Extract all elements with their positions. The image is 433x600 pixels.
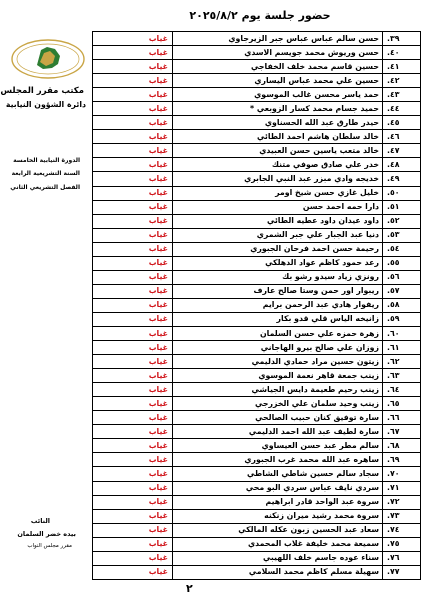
table-row xyxy=(93,425,421,439)
row-number: .٤٥ xyxy=(383,116,421,130)
session-line: الدورة النيابية الخامسة xyxy=(13,157,80,164)
attendance-status: غياب xyxy=(93,312,173,326)
row-number: .٣٩ xyxy=(383,32,421,46)
row-number: .٦٥ xyxy=(383,397,421,411)
member-name: سميعة محمد خليفة غلاب المحمدي xyxy=(173,537,383,551)
table-row xyxy=(93,158,421,172)
member-name: سناء عوده جاسم خلف اللهيبي xyxy=(173,551,383,565)
attendance-status: غياب xyxy=(93,172,173,186)
attendance-status: غياب xyxy=(93,158,173,172)
member-name: ريبوار اور حمن وستا صالح عارف xyxy=(173,284,383,298)
table-row xyxy=(93,60,421,74)
member-name: حسين علي محمد عباس اليساري xyxy=(173,74,383,88)
member-name: حسن وريوش محمد جويسم الاسدي xyxy=(173,46,383,60)
row-number: .٤٩ xyxy=(383,172,421,186)
row-number: .٦٤ xyxy=(383,383,421,397)
row-number: .٦٣ xyxy=(383,369,421,383)
member-name: خديجه وادي مبزر عبد النبي الجابري xyxy=(173,172,383,186)
member-name: خدر علي صادق صوفي متنك xyxy=(173,158,383,172)
row-number: .٧٢ xyxy=(383,495,421,509)
attendance-status: غياب xyxy=(93,214,173,228)
member-name: زيتون حسين مراد حمادي الدليمي xyxy=(173,355,383,369)
attendance-status: غياب xyxy=(93,130,173,144)
row-number: .٥٦ xyxy=(383,270,421,284)
row-number: .٥٩ xyxy=(383,312,421,326)
table-row xyxy=(93,116,421,130)
row-number: .٥٤ xyxy=(383,242,421,256)
table-row xyxy=(93,509,421,523)
department-title: دائرة الشؤون النيابية xyxy=(5,100,86,109)
attendance-status: غياب xyxy=(93,467,173,481)
member-name: سارة توفيق كنان حبيب الصالحي xyxy=(173,411,383,425)
row-number: .٧٥ xyxy=(383,537,421,551)
attendance-status: غياب xyxy=(93,383,173,397)
row-number: .٧٧ xyxy=(383,565,421,579)
attendance-status: غياب xyxy=(93,144,173,158)
member-name: داود عيدان داود عطيه الطائي xyxy=(173,214,383,228)
table-row xyxy=(93,256,421,270)
row-number: .٤٨ xyxy=(383,158,421,172)
attendance-status: غياب xyxy=(93,397,173,411)
table-row xyxy=(93,565,421,579)
table-row xyxy=(93,74,421,88)
table-row xyxy=(93,186,421,200)
member-name: خالد سلطان هاشم احمد الطائي xyxy=(173,130,383,144)
row-number: .٤١ xyxy=(383,60,421,74)
row-number: .٤٦ xyxy=(383,130,421,144)
member-name: ساهره عبد الله محمد غرب الجبوري xyxy=(173,453,383,467)
page-number: ٢ xyxy=(186,582,193,595)
attendance-status: غياب xyxy=(93,341,173,355)
member-name: سارة لطيف عبد الله احمد الدليمي xyxy=(173,425,383,439)
member-name: حسين قاسم محمد خلف الخفاجي xyxy=(173,60,383,74)
member-name: رحيمة حسن احمد فرحان الجبوري xyxy=(173,242,383,256)
member-name: زينب جمعة قاهر نعمة الموسوي xyxy=(173,369,383,383)
row-number: .٦٨ xyxy=(383,439,421,453)
row-number: .٥٣ xyxy=(383,228,421,242)
attendance-status: غياب xyxy=(93,565,173,579)
table-row xyxy=(93,369,421,383)
table-row xyxy=(93,411,421,425)
attendance-status: غياب xyxy=(93,551,173,565)
member-name: دنيا عبد الجبار علي جبر الشمري xyxy=(173,228,383,242)
session-line: الفصل التشريعي الثاني xyxy=(10,184,80,191)
deputy-role: مقرر مجلس النواب xyxy=(27,543,72,549)
member-name: زهرة حمزه علي حسن السلمان xyxy=(173,326,383,340)
member-name: حسن سالم عباس عباس جبر الزيرجاوي xyxy=(173,32,383,46)
table-row xyxy=(93,214,421,228)
member-name: سردي نايف عباس سردي البو محي xyxy=(173,481,383,495)
member-name: رونزي زياد سيدو رشو بك xyxy=(173,270,383,284)
attendance-status: غياب xyxy=(93,102,173,116)
attendance-status: غياب xyxy=(93,537,173,551)
table-row xyxy=(93,130,421,144)
table-row xyxy=(93,495,421,509)
row-number: .٧٦ xyxy=(383,551,421,565)
row-number: .٧٤ xyxy=(383,523,421,537)
row-number: .٤٤ xyxy=(383,102,421,116)
member-name: زوزان علي صالح بيرو الهاجاني xyxy=(173,341,383,355)
row-number: .٧٠ xyxy=(383,467,421,481)
row-number: .٥٢ xyxy=(383,214,421,228)
table-row xyxy=(93,439,421,453)
member-name: سهيلة مسلم كاظم محمد السلامي xyxy=(173,565,383,579)
attendance-status: غياب xyxy=(93,186,173,200)
member-name: حيدر طارق عبد الله الحسناوي xyxy=(173,116,383,130)
member-name: ريفوار هادي عبد الرحمن برايم xyxy=(173,298,383,312)
row-number: .٤٢ xyxy=(383,74,421,88)
row-number: .٧١ xyxy=(383,481,421,495)
member-name: سروة عبد الواحد قادر ابراهيم xyxy=(173,495,383,509)
table-row xyxy=(93,32,421,46)
member-name: سجاد سالم حسين شاطي الشاطي xyxy=(173,467,383,481)
attendance-status: غياب xyxy=(93,509,173,523)
row-number: .٥٥ xyxy=(383,256,421,270)
table-row xyxy=(93,172,421,186)
attendance-status: غياب xyxy=(93,116,173,130)
attendance-status: غياب xyxy=(93,46,173,60)
member-name: رعد حمود كاظم عواد الدهلكي xyxy=(173,256,383,270)
table-row xyxy=(93,397,421,411)
attendance-status: غياب xyxy=(93,298,173,312)
deputy-title: النائب xyxy=(30,517,50,525)
row-number: .٧٣ xyxy=(383,509,421,523)
attendance-status: غياب xyxy=(93,200,173,214)
attendance-status: غياب xyxy=(93,453,173,467)
member-name: سعاد عبد الحسين زبون عكله المالكي xyxy=(173,523,383,537)
table-row xyxy=(93,200,421,214)
office-title: مكتب مقرر المجلس xyxy=(0,86,84,96)
table-row xyxy=(93,551,421,565)
parliament-logo-icon xyxy=(10,38,86,80)
member-name: سروة محمد رشيد ميران زنكنه xyxy=(173,509,383,523)
attendance-rows xyxy=(93,32,421,580)
attendance-status: غياب xyxy=(93,411,173,425)
row-number: .٥٠ xyxy=(383,186,421,200)
table-row xyxy=(93,341,421,355)
member-name: دارا حمه احمد حسن xyxy=(173,200,383,214)
row-number: .٦٧ xyxy=(383,425,421,439)
table-row xyxy=(93,144,421,158)
row-number: .٦٩ xyxy=(383,453,421,467)
attendance-status: غياب xyxy=(93,228,173,242)
attendance-status: غياب xyxy=(93,369,173,383)
table-row xyxy=(93,383,421,397)
attendance-status: غياب xyxy=(93,425,173,439)
table-row xyxy=(93,355,421,369)
member-name: حميد جسام محمد كسار الزوبعي * xyxy=(173,102,383,116)
row-number: .٤٧ xyxy=(383,144,421,158)
table-row xyxy=(93,537,421,551)
attendance-status: غياب xyxy=(93,284,173,298)
attendance-status: غياب xyxy=(93,74,173,88)
table-row xyxy=(93,467,421,481)
attendance-status: غياب xyxy=(93,32,173,46)
member-name: زينب وحيد سلمان علي الخزرجي xyxy=(173,397,383,411)
member-name: سالم مطر عبد حسن العيساوي xyxy=(173,439,383,453)
table-row xyxy=(93,102,421,116)
table-row xyxy=(93,481,421,495)
table-row xyxy=(93,228,421,242)
row-number: .٤٣ xyxy=(383,88,421,102)
table-row xyxy=(93,242,421,256)
row-number: .٦١ xyxy=(383,341,421,355)
attendance-status: غياب xyxy=(93,88,173,102)
row-number: .٥٨ xyxy=(383,298,421,312)
member-name: زينب رحيم طعيمة دايس الجياشي xyxy=(173,383,383,397)
attendance-status: غياب xyxy=(93,495,173,509)
row-number: .٤٠ xyxy=(383,46,421,60)
member-name: زانيخه الياس قلي قدو بكار xyxy=(173,312,383,326)
row-number: .٦٦ xyxy=(383,411,421,425)
attendance-status: غياب xyxy=(93,439,173,453)
member-name: خالد متعب ياسين حسن العبيدي xyxy=(173,144,383,158)
table-row xyxy=(93,284,421,298)
page-title: حضور جلسة يوم ٢٠٢٥/٨/٢ xyxy=(189,9,331,22)
attendance-status: غياب xyxy=(93,523,173,537)
session-line: السنة التشريعية الرابعة xyxy=(11,170,80,177)
sidebar xyxy=(0,0,90,600)
member-name: خليل غازي حسن شيخ اومر xyxy=(173,186,383,200)
row-number: .٥١ xyxy=(383,200,421,214)
row-number: .٦٢ xyxy=(383,355,421,369)
attendance-status: غياب xyxy=(93,60,173,74)
table-row xyxy=(93,453,421,467)
table-row xyxy=(93,270,421,284)
row-number: .٥٧ xyxy=(383,284,421,298)
table-row xyxy=(93,312,421,326)
table-row xyxy=(93,88,421,102)
table-row xyxy=(93,326,421,340)
attendance-status: غياب xyxy=(93,270,173,284)
table-row xyxy=(93,46,421,60)
table-row xyxy=(93,523,421,537)
member-name: حمد ياسر محسن غالب الموسوي xyxy=(173,88,383,102)
attendance-status: غياب xyxy=(93,256,173,270)
attendance-status: غياب xyxy=(93,481,173,495)
table-row xyxy=(93,298,421,312)
attendance-table xyxy=(92,31,421,580)
attendance-status: غياب xyxy=(93,242,173,256)
attendance-status: غياب xyxy=(93,326,173,340)
deputy-name: بيده خضر السلمان xyxy=(17,530,76,538)
row-number: .٦٠ xyxy=(383,326,421,340)
attendance-status: غياب xyxy=(93,355,173,369)
